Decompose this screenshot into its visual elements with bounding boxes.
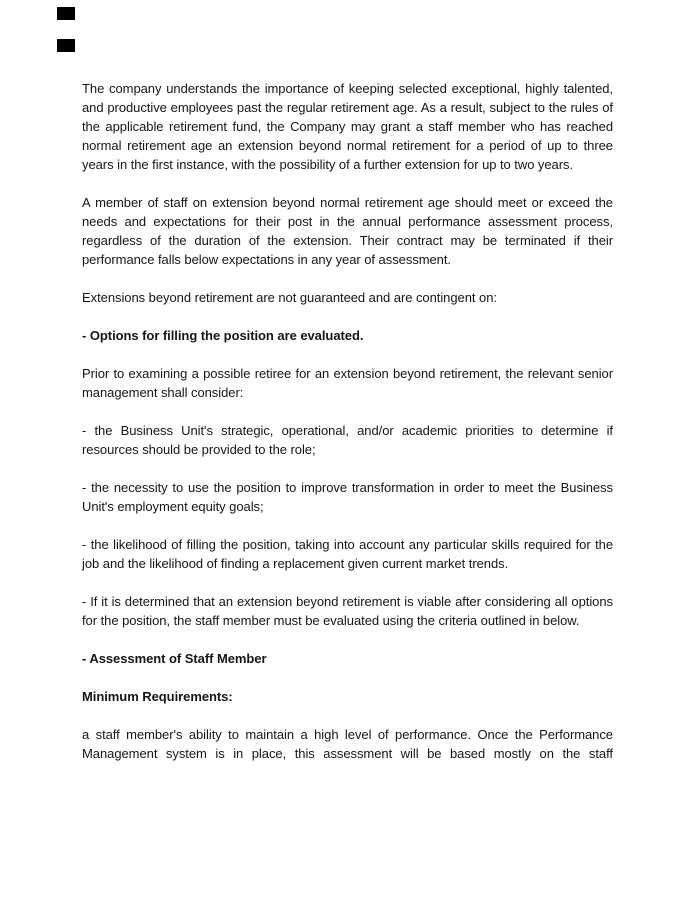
- paragraph-performance-expectations: A member of staff on extension beyond normal retirement age should meet or exceed the needs and expectations for their post in the annual performance assessment process, regardless of the duration of the extension. Their contract may be terminated if their performance falls below expectations in any year of assessment.: [82, 195, 613, 267]
- paragraph-extensions-contingent: Extensions beyond retirement are not guaranteed and are contingent on:: [82, 290, 497, 305]
- heading-assessment-of-staff-member: - Assessment of Staff Member: [82, 651, 267, 666]
- paragraph-ability-to-maintain: a staff member's ability to maintain a high level of performance. Once the Performance Management system is in place, this assessment will be based mostly on the staff: [82, 727, 613, 761]
- paragraph-prior-to-examining: Prior to examining a possible retiree for an extension beyond retirement, the relevant senior management shall consider:: [82, 366, 613, 400]
- paragraph-intro: The company understands the importance of keeping selected exceptional, highly talented, and productive employees past the regular retirement age. As a result, subject to the rules of the applicable retirement fund, the Company may grant a staff member who has reached normal retirement age an extension beyond normal retirement for a period of up to three years in the first instance, with the possibility of a further extension for up to two years.: [82, 81, 613, 172]
- heading-minimum-requirements: Minimum Requirements:: [82, 689, 233, 704]
- document-body: [82, 79, 613, 763]
- bullet-transformation-goals: - the necessity to use the position to improve transformation in order to meet the Business Unit's employment equity goals;: [82, 480, 613, 514]
- bullet-strategic-priorities: - the Business Unit's strategic, operational, and/or academic priorities to determine if resources should be provided to the role;: [82, 423, 613, 457]
- black-square-mark-top: [57, 7, 75, 20]
- heading-options-for-filling: - Options for filling the position are evaluated.: [82, 328, 364, 343]
- black-square-mark-bottom: [57, 39, 75, 52]
- bullet-extension-viable: - If it is determined that an extension beyond retirement is viable after considering all options for the position, the staff member must be evaluated using the criteria outlined in below.: [82, 594, 613, 628]
- bullet-likelihood-of-filling: - the likelihood of filling the position, taking into account any particular skills required for the job and the likelihood of finding a replacement given current market trends.: [82, 537, 613, 571]
